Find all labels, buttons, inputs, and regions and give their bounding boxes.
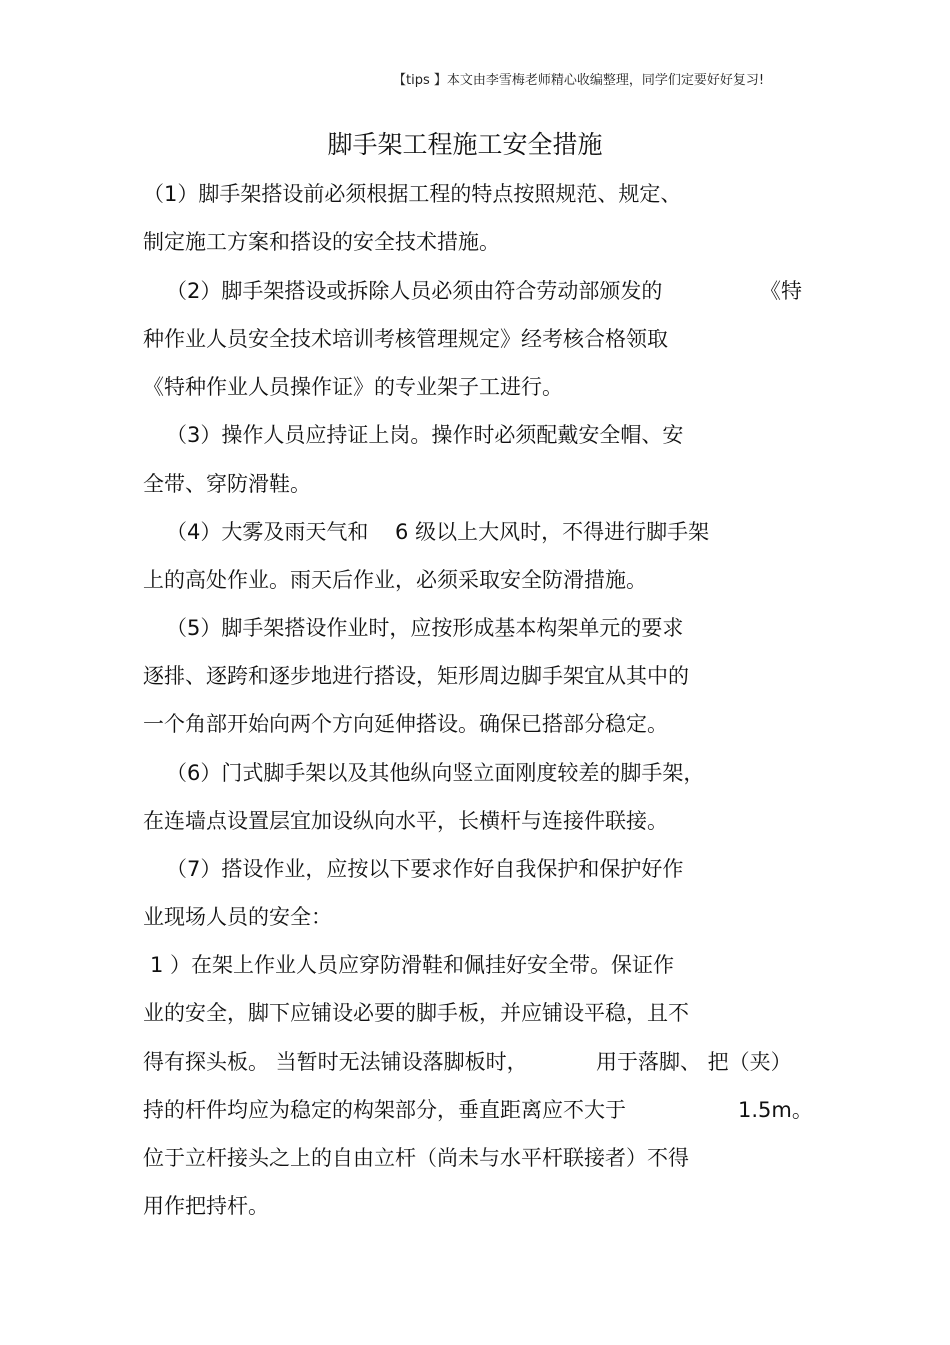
paragraph-line: 一个角部开始向两个方向延伸搭设。确保已搭部分稳定。 <box>143 712 668 736</box>
paragraph-line: 业的安全，脚下应铺设必要的脚手板，并应铺设平稳，且不 <box>143 1001 689 1025</box>
paragraph-line: 在连墙点设置层宜加设纵向水平，长横杆与连接件联接。 <box>143 809 668 833</box>
paragraph-line: （6）门式脚手架以及其他纵向竖立面刚度较差的脚手架， <box>166 761 705 785</box>
paragraph-line: （2）脚手架搭设或拆除人员必须由符合劳动部颁发的 <box>166 279 663 303</box>
paragraph-line: （5）脚手架搭设作业时，应按形成基本构架单元的要求 <box>166 616 684 640</box>
paragraph-line: 制定施工方案和搭设的安全技术措施。 <box>143 230 500 254</box>
paragraph-line: 全带、穿防滑鞋。 <box>143 472 311 496</box>
paragraph-line: （7）搭设作业，应按以下要求作好自我保护和保护好作 <box>166 857 684 881</box>
document-title: 脚手架工程施工安全措施 <box>327 130 603 159</box>
paragraph-line: 用于落脚、 把（夹） <box>596 1050 792 1074</box>
paragraph-line: 上的高处作业。雨天后作业，必须采取安全防滑措施。 <box>143 568 647 592</box>
paragraph-line: 逐排、逐跨和逐步地进行搭设，矩形周边脚手架宜从其中的 <box>143 664 689 688</box>
paragraph-line: 业现场人员的安全： <box>143 905 332 929</box>
tips-header: 【tips 】本文由李雪梅老师精心收编整理，同学们定要好好复习! <box>393 73 765 88</box>
paragraph-line: 1 ）在架上作业人员应穿防滑鞋和佩挂好安全带。保证作 <box>150 953 675 977</box>
paragraph-line: 得有探头板。 当暂时无法铺设落脚板时， <box>143 1050 528 1074</box>
paragraph-line: 1.5m。 <box>738 1098 813 1122</box>
paragraph-line: 《特 <box>760 279 802 303</box>
paragraph-line: 《特种作业人员操作证》的专业架子工进行。 <box>143 375 563 399</box>
paragraph-line: 用作把持杆。 <box>143 1194 269 1218</box>
paragraph-line: 位于立杆接头之上的自由立杆（尚未与水平杆联接者）不得 <box>143 1146 689 1170</box>
paragraph-line: （4）大雾及雨天气和 6 级以上大风时，不得进行脚手架 <box>166 520 710 544</box>
paragraph-line: 种作业人员安全技术培训考核管理规定》经考核合格领取 <box>143 327 668 351</box>
paragraph-line: （1）脚手架搭设前必须根据工程的特点按照规范、规定、 <box>143 182 682 206</box>
paragraph-line: 持的杆件均应为稳定的构架部分，垂直距离应不大于 <box>143 1098 626 1122</box>
paragraph-line: （3）操作人员应持证上岗。操作时必须配戴安全帽、安 <box>166 423 684 447</box>
